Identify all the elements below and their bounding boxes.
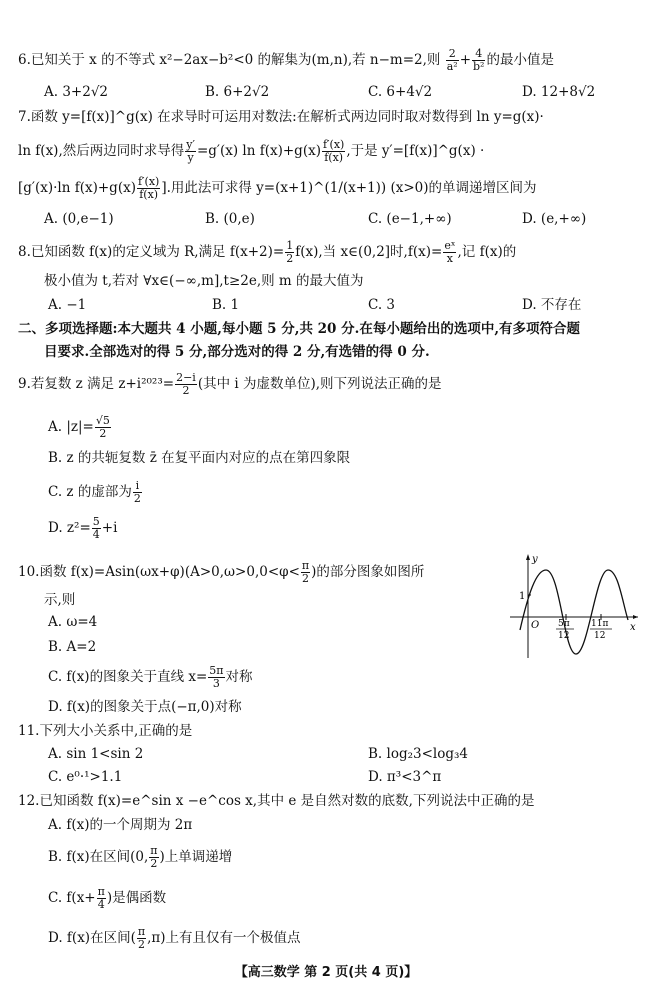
q12-b-fraction: $\frac{\pi}{2}$ xyxy=(150,844,158,870)
x-tick-2-den: 12 xyxy=(594,631,606,641)
q12-option-a: A. f(x)的一个周期为 2π xyxy=(48,817,193,833)
q9-c-fraction: $\frac{i}{2}$ xyxy=(133,479,141,505)
q10-pi-half-fraction: $\frac{\pi}{2}$ xyxy=(301,559,310,585)
q10-sine-graph xyxy=(508,550,644,660)
q10-option-b: B. A=2 xyxy=(48,639,97,655)
q11-option-d: D. π³<3^π xyxy=(368,769,442,785)
x-tick-1-den: 12 xyxy=(558,631,570,641)
q7-option-d: D. (e,+∞) xyxy=(522,211,587,227)
q8-option-b: B. 1 xyxy=(212,297,240,313)
page-footer: 【高三数学 第 2 页(共 4 页)】 xyxy=(234,965,418,980)
q7-line-1: 7.函数 y=[f(x)]^g(x) 在求导时可运用对数法:在解析式两边同时取对数得到 ln y=g(x)· xyxy=(18,109,544,125)
q8-fraction-half: $\frac{1}{2}$ xyxy=(286,239,294,265)
x-axis-arrow xyxy=(633,615,638,619)
q8-line-1: 8.已知函数 f(x)的定义域为 R,满足 f(x+2)= $\frac{1}{2}$ f(x),当 x∈(0,2]时,f(x)= $\frac{\text{eˣ}}{x}$ ,记 f(x)的 xyxy=(18,239,517,265)
q12-c-fraction: $\frac{\pi}{4}$ xyxy=(97,885,105,911)
q7-fraction-dy: $\frac{y'}{y}$ xyxy=(186,138,195,164)
q11-option-c: C. e⁰·¹>1.1 xyxy=(48,769,123,785)
q7-option-a: A. (0,e−1) xyxy=(44,211,114,227)
q9-option-c: C. z 的虚部为 $\frac{i}{2}$ xyxy=(48,479,141,505)
q6-option-a: A. 3+2√2 xyxy=(44,84,109,100)
sine-curve xyxy=(520,570,628,654)
x-axis-label: x xyxy=(630,622,636,633)
q8-fraction-ex: $\frac{\text{eˣ}}{x}$ xyxy=(444,239,456,265)
q6-fraction-2: $\frac{4}{\text{b²}}$ xyxy=(473,47,485,73)
y-axis-label: y xyxy=(532,554,538,565)
q8-option-c: C. 3 xyxy=(368,297,396,313)
q9-d-fraction: $\frac{5}{4}$ xyxy=(92,515,100,541)
q10-stem: 10.函数 f(x)=Asin(ωx+φ)(A>0,ω>0,0<φ< $\frac{\pi}{2}$ )的部分图象如图所 xyxy=(18,559,425,585)
q9-a-fraction: $\frac{√5}{2}$ xyxy=(95,414,110,440)
y-tick-label: 1 xyxy=(519,591,526,602)
q7-option-c: C. (e−1,+∞) xyxy=(368,211,452,227)
q11-option-a: A. sin 1<sin 2 xyxy=(48,746,144,762)
q9-option-d: D. z²= $\frac{5}{4}$ +i xyxy=(48,515,118,541)
q7-line-2: ln f(x),然后两边同时求导得 $\frac{y'}{y}$ =g′(x) ln f(x)+g(x) $\frac{f'(x)}{f(x)}$ ,于是 y′=[f(x)]^g(x) · xyxy=(18,138,485,164)
q6-stem-text: 6.已知关于 x 的不等式 x²−2ax−b²<0 的解集为(m,n),若 n−m=2,则 xyxy=(18,52,441,68)
q8-option-a: A. −1 xyxy=(48,297,87,313)
q7-fraction-df: $\frac{f'(x)}{f(x)}$ xyxy=(322,138,345,164)
section-2-header-line-2: 目要求.全部选对的得 5 分,部分选对的得 2 分,有选错的得 0 分. xyxy=(44,344,430,360)
section-2-header-line-1: 二、多项选择题:本大题共 4 小题,每小题 5 分,共 20 分.在每小题给出的选项中,有多项符合题 xyxy=(18,321,581,337)
q8-line-2: 极小值为 t,若对 ∀x∈(−∞,m],t≥2e,则 m 的最大值为 xyxy=(44,273,364,289)
q12-option-b: B. f(x)在区间(0, $\frac{\pi}{2}$ )上单调递增 xyxy=(48,844,233,870)
q12-option-d: D. f(x)在区间( $\frac{\pi}{2}$ ,π)上有且仅有一个极值点 xyxy=(48,925,301,951)
q6-option-c: C. 6+4√2 xyxy=(368,84,433,100)
q11-stem: 11.下列大小关系中,正确的是 xyxy=(18,723,193,739)
q9-fraction: $\frac{2-i}{2}$ xyxy=(176,371,196,397)
q6-option-b: B. 6+2√2 xyxy=(205,84,270,100)
y-axis-arrow xyxy=(526,554,530,560)
q7-option-b: B. (0,e) xyxy=(205,211,255,227)
q9-option-a: A. |z|= $\frac{√5}{2}$ xyxy=(48,414,110,440)
origin-label: O xyxy=(531,620,540,631)
q9-stem: 9.若复数 z 满足 z+i²⁰²³= $\frac{2-i}{2}$ (其中 i 为虚数单位),则下列说法正确的是 xyxy=(18,371,442,397)
q10-option-a: A. ω=4 xyxy=(48,614,98,630)
x-tick-2-num: 11π xyxy=(591,619,609,629)
q6-fraction-1: $\frac{2}{\text{a²}}$ xyxy=(446,47,458,73)
q11-option-b: B. log₂3<log₃4 xyxy=(368,746,468,762)
q8-option-d: D. 不存在 xyxy=(522,297,582,313)
q7-fraction-df-2: $\frac{f'(x)}{f(x)}$ xyxy=(137,175,160,201)
q7-line-3: [g′(x)·ln f(x)+g(x) $\frac{f'(x)}{f(x)}$ ].用此法可求得 y=(x+1)^(1/(x+1)) (x>0)的单调递增区间为 xyxy=(18,175,537,201)
q12-d-fraction: $\frac{\pi}{2}$ xyxy=(137,925,146,951)
q12-stem: 12.已知函数 f(x)=e^sin x −e^cos x,其中 e 是自然对数的底数,下列说法中正确的是 xyxy=(18,793,535,809)
q10-option-c: C. f(x)的图象关于直线 x= $\frac{5\pi}{3}$ 对称 xyxy=(48,664,253,690)
q9-option-b: B. z 的共轭复数 z̄ 在复平面内对应的点在第四象限 xyxy=(48,450,351,466)
q10-c-fraction: $\frac{5\pi}{3}$ xyxy=(209,664,224,690)
q6-option-d: D. 12+8√2 xyxy=(522,84,596,100)
q6-stem: 6.已知关于 x 的不等式 x²−2ax−b²<0 的解集为(m,n),若 n−m=2,则 $\frac{2}{\text{a²}}$ + $\frac{4}{\text{b²}}$ 的最小值是 xyxy=(18,47,554,73)
q12-option-c: C. f(x+ $\frac{\pi}{4}$ )是偶函数 xyxy=(48,885,167,911)
q10-option-d: D. f(x)的图象关于点(−π,0)对称 xyxy=(48,699,242,715)
q10-stem-line-2: 示,则 xyxy=(44,592,76,608)
x-tick-1-num: 5π xyxy=(558,619,570,629)
